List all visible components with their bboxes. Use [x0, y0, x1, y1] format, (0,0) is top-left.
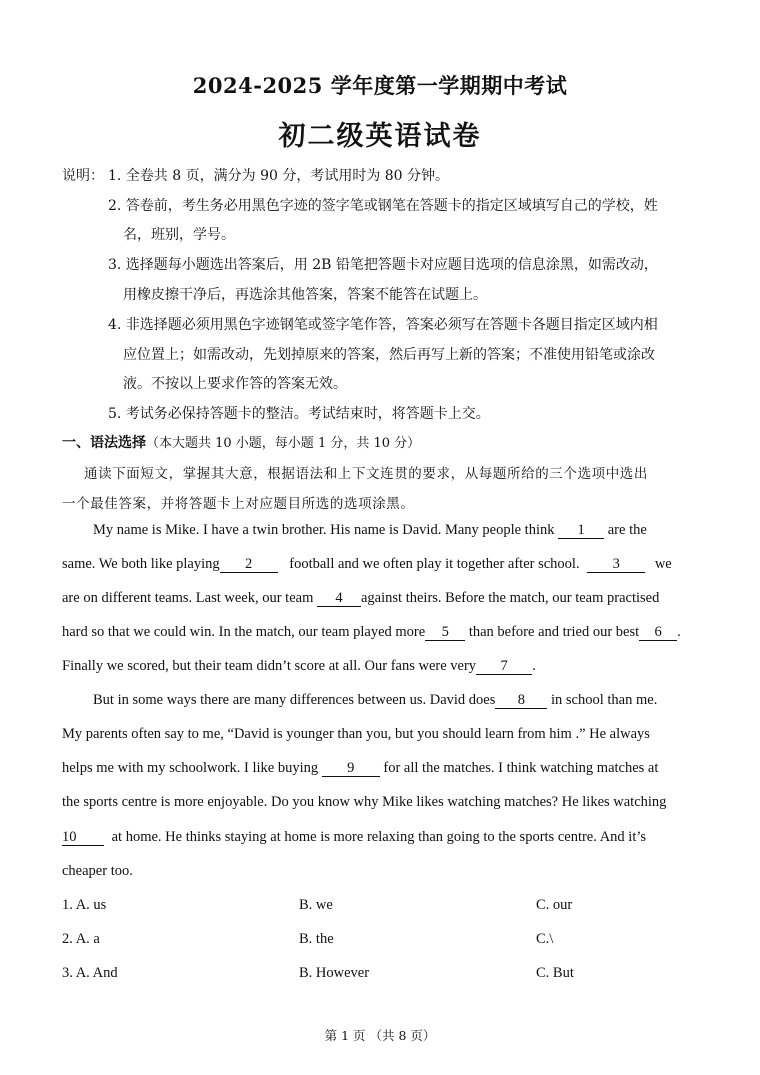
- option-2a: 2. A. a: [62, 931, 100, 947]
- blank-3: 3: [587, 557, 645, 573]
- option-2b: B. the: [299, 931, 334, 947]
- instruction-4: 4. 非选择题必须用黑色字迹钢笔或签字笔作答，答案必须写在答题卡各题目指定区域内相: [108, 317, 658, 333]
- option-2c: C.\: [536, 931, 554, 947]
- passage-text: are the: [607, 522, 647, 538]
- passage-text: are on different teams. Last week, our team: [62, 590, 314, 606]
- blank-4: 4: [317, 591, 361, 607]
- passage-text: for all the matches. I think watching matches at: [383, 760, 659, 776]
- blank-7: 7: [476, 659, 532, 675]
- option-3c: C. But: [536, 965, 574, 981]
- blank-1: 1: [558, 523, 604, 539]
- direction-line-2: 一个最佳答案，并将答题卡上对应题目所选的选项涂黑。: [62, 496, 415, 512]
- instruction-3: 3. 选择题每小题选出答案后，用 2B 铅笔把答题卡对应题目选项的信息涂黑，如需改动，: [108, 257, 658, 273]
- passage-line: [62, 829, 646, 846]
- passage-line: [93, 692, 657, 709]
- exam-title: 2024-2025 学年度第一学期期中考试: [192, 73, 568, 98]
- instruction-4-cont1: 应位置上；如需改动，先划掉原来的答案，然后再写上新的答案；不准使用铅笔或涂改: [123, 347, 655, 363]
- passage-line: [62, 760, 658, 777]
- passage-line: My parents often say to me, “David is younger than you, but you should learn from him .” He always: [62, 726, 650, 742]
- passage-text: football and we often play it together after school.: [289, 556, 580, 572]
- passage-line: [62, 556, 672, 573]
- passage-line: [62, 590, 659, 607]
- passage-line: [62, 658, 536, 675]
- blank-6: 6: [639, 625, 677, 641]
- passage-text: .: [532, 658, 536, 674]
- passage-line: cheaper too.: [62, 863, 133, 879]
- passage-text: against theirs. Before the match, our team practised: [361, 590, 660, 606]
- section-heading: 一、语法选择: [62, 435, 146, 451]
- option-1b: B. we: [299, 897, 333, 913]
- blank-5: 5: [425, 625, 465, 641]
- passage-text: helps me with my schoolwork. I like buying: [62, 760, 319, 776]
- instruction-1: 1. 全卷共 8 页，满分为 90 分，考试用时为 80 分钟。: [108, 168, 450, 184]
- passage-text: Finally we scored, but their team didn’t score at all. Our fans were very: [62, 658, 477, 674]
- section-heading-row: [62, 432, 420, 452]
- blank-10: 10: [62, 830, 104, 846]
- passage-line: [93, 522, 647, 539]
- instruction-4-cont2: 液。不按以上要求作答的答案无效。: [123, 376, 347, 392]
- option-3a: 3. A. And: [62, 965, 118, 981]
- passage-text: at home. He thinks staying at home is more relaxing than going to the sports centre. And it’s: [111, 829, 647, 845]
- passage-line: the sports centre is more enjoyable. Do you know why Mike likes watching matches? He likes watching: [62, 794, 667, 810]
- instruction-2-cont: 名，班别，学号。: [123, 227, 235, 243]
- option-1a: 1. A. us: [62, 897, 107, 913]
- passage-text: same. We both like playing: [62, 556, 220, 572]
- passage-text: hard so that we could win. In the match, our team played more: [62, 624, 426, 640]
- page-footer: 第 1 页 （共 8 页）: [324, 1028, 436, 1043]
- blank-9: 9: [322, 761, 380, 777]
- direction-line-1: 通读下面短文，掌握其大意，根据语法和上下文连贯的要求，从每题所给的三个选项中选出: [84, 466, 648, 482]
- instructions-label: 说明：: [62, 168, 104, 184]
- passage-text: than before and tried our best: [468, 624, 640, 640]
- passage-text: we: [654, 556, 672, 572]
- paper-title: 初二级英语试卷: [278, 121, 482, 152]
- passage-text: But in some ways there are many differences between us. David does: [93, 692, 496, 708]
- blank-8: 8: [495, 693, 547, 709]
- instruction-3-cont: 用橡皮擦干净后，再选涂其他答案，答案不能答在试题上。: [123, 287, 487, 303]
- option-3b: B. However: [299, 965, 370, 981]
- passage-line: [62, 624, 681, 641]
- option-1c: C. our: [536, 897, 573, 913]
- passage-text: .: [677, 624, 681, 640]
- instruction-2: 2. 答卷前，考生务必用黑色字迹的签字笔或钢笔在答题卡的指定区域填写自己的学校，姓: [108, 198, 658, 214]
- passage-text: My name is Mike. I have a twin brother. His name is David. Many people think: [93, 522, 555, 538]
- section-note: （本大题共 10 小题，每小题 1 分，共 10 分）: [146, 436, 421, 451]
- blank-2: 2: [220, 557, 278, 573]
- passage-text: in school than me.: [551, 692, 658, 708]
- instruction-5: 5. 考试务必保持答题卡的整洁。考试结束时，将答题卡上交。: [108, 406, 490, 422]
